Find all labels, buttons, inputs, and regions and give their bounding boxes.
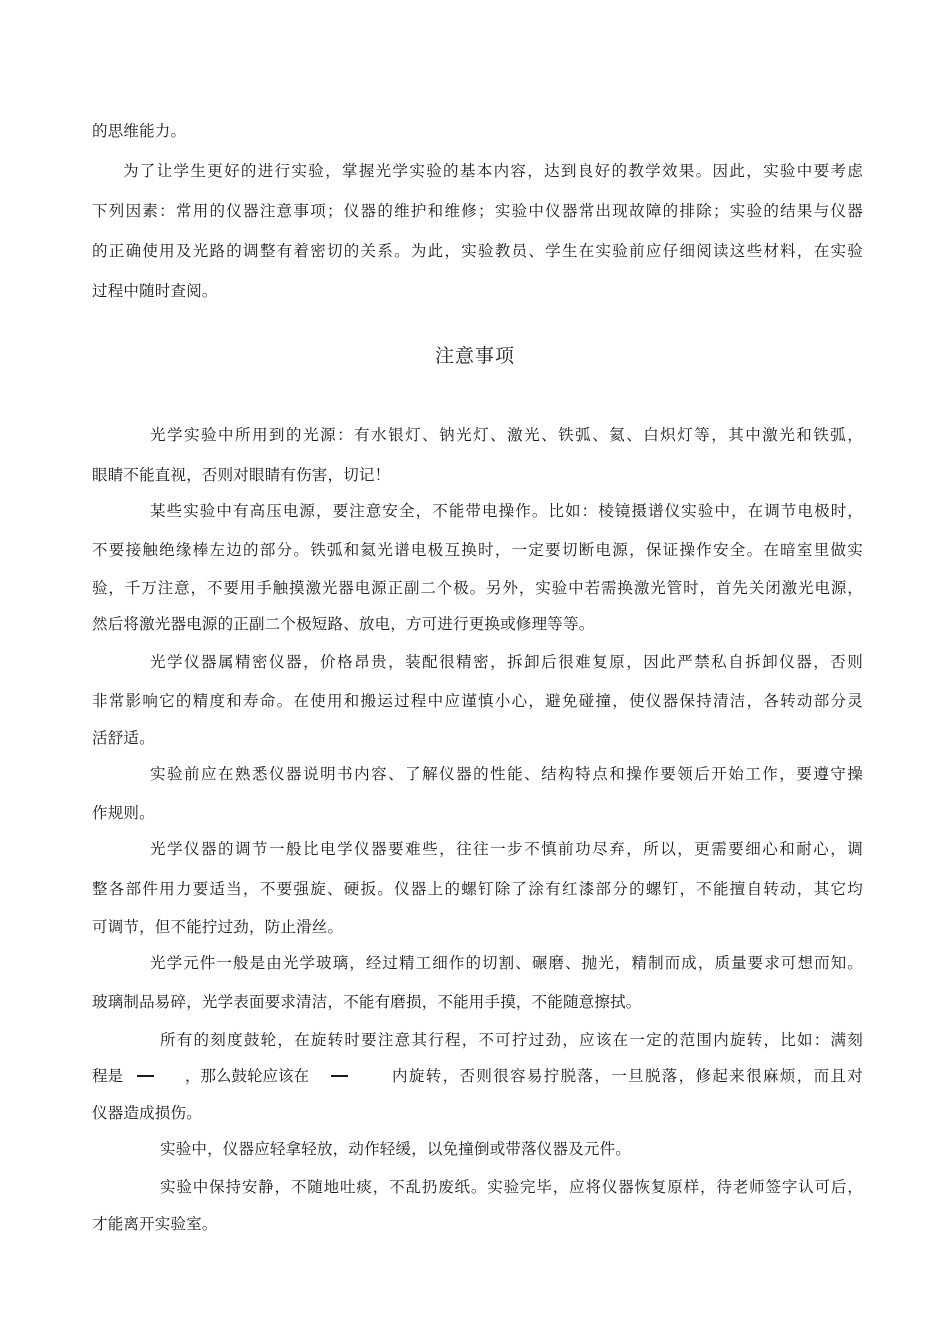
paragraph-line: 实验中保持安静，不随地吐痰，不乱扔废纸。实验完毕，应将仪器恢复原样，待老师签字认可后， [160,1178,863,1196]
paragraph-line: 光学实验中所用到的光源：有水银灯、钠光灯、激光、铁弧、氦、白炽灯等，其中激光和铁弧， [150,426,863,444]
paragraph-line: 玻璃制品易碎，光学表面要求清洁，不能有磨损，不能用手摸，不能随意擦拭。 [92,993,642,1011]
paragraph-line: 实验前应在熟悉仪器说明书内容、了解仪器的性能、结构特点和操作要领后开始工作，要遵守操 [150,765,863,783]
paragraph-line: 光学仪器属精密仪器，价格昂贵，装配很精密，拆卸后很难复原，因此严禁私自拆卸仪器，否则 [150,653,863,671]
intro-line: 的正确使用及光路的调整有着密切的关系。为此，实验教员、学生在实验前应仔细阅读这些材料，在实验 [92,242,863,260]
section-title: 注意事项 [434,345,515,367]
paragraph-line: 实验中，仪器应轻拿轻放，动作轻缓，以免撞倒或带落仪器及元件。 [160,1140,632,1158]
paragraph-line: 才能离开实验室。 [92,1215,218,1233]
paragraph-line: 可调节，但不能拧过劲，防止滑丝。 [92,918,344,936]
paragraph-segment: 内旋转，否则很容易拧脱落，一旦脱落，修起来很麻烦，而且对 [392,1067,863,1085]
paragraph-line: 光学元件一般是由光学玻璃，经过精工细作的切割、碾磨、抛光，精制而成，质量要求可想而知。 [150,954,863,972]
intro-line: 过程中随时查阅。 [92,282,218,300]
paragraph-segment: ，那么鼓轮应该在 [185,1067,310,1085]
paragraph-line: 作规则。 [92,804,155,822]
paragraph-line: 验，千万注意，不要用手触摸激光器电源正副二个极。另外，实验中若需换激光管时，首先关闭激光电源， [92,579,863,597]
paragraph-line: 光学仪器的调节一般比电学仪器要难些，往往一步不慎前功尽弃，所以，更需要细心和耐心，调 [150,840,863,858]
intro-line: 下列因素：常用的仪器注意事项；仪器的维护和维修；实验中仪器常出现故障的排除；实验的结果与仪器 [92,202,863,220]
paragraph-line: 不要接触绝缘棒左边的部分。铁弧和氦光谱电极互换时，一定要切断电源，保证操作安全。在暗室里做实 [92,541,863,559]
paragraph-line: 所有的刻度鼓轮，在旋转时要注意其行程，不可拧过劲，应该在一定的范围内旋转，比如：满刻 [160,1031,863,1049]
paragraph-line: 某些实验中有高压电源，要注意安全，不能带电操作。比如：棱镜摄谱仪实验中，在调节电极时， [150,502,863,520]
blank-dash [137,1075,154,1077]
intro-line: 的思维能力。 [92,122,187,140]
intro-line: 为了让学生更好的进行实验，掌握光学实验的基本内容，达到良好的教学效果。因此，实验中要考虑 [123,162,863,180]
paragraph-line: 眼睛不能直视，否则对眼睛有伤害，切记！ [92,466,391,484]
paragraph-line: 非常影响它的精度和寿命。在使用和搬运过程中应谨慎小心，避免碰撞，使仪器保持清洁，各转动部分灵 [92,692,863,710]
paragraph-line: 然后将激光器电源的正副二个极短路、放电，方可进行更换或修理等等。 [92,615,595,633]
paragraph-line: 活舒适。 [92,729,155,747]
paragraph-line: 仪器造成损伤。 [92,1104,202,1122]
paragraph-line: 整各部件用力要适当，不要强旋、硬扳。仪器上的螺钉除了涂有红漆部分的螺钉，不能擅自转动，其它均 [92,880,863,898]
blank-dash [331,1075,348,1077]
paragraph-segment: 程是 [92,1067,124,1085]
